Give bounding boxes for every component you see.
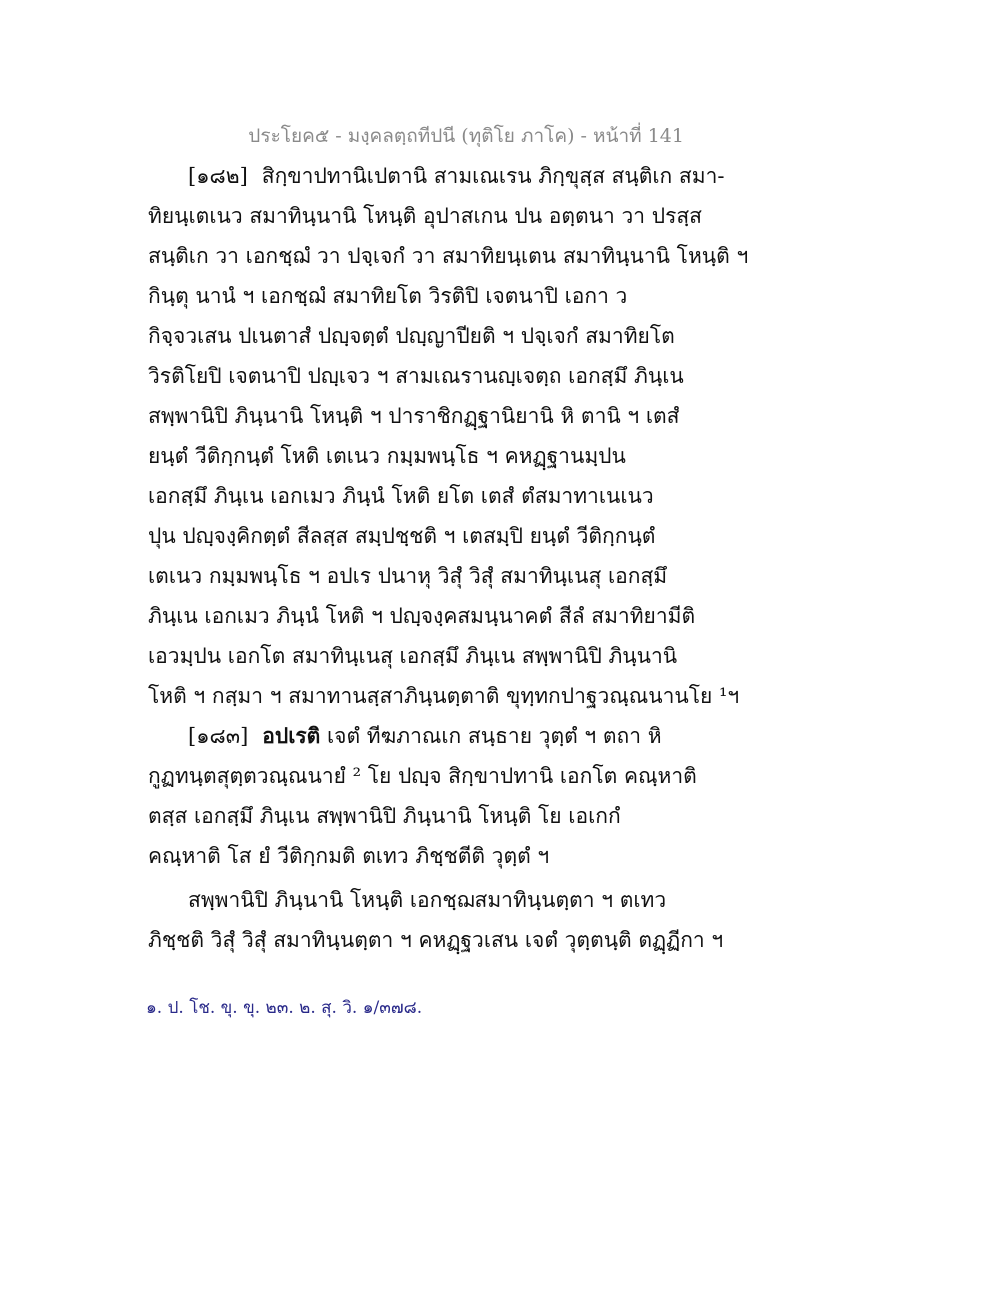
body-text: [148, 156, 749, 960]
paragraph-line: กิจฺจวเสน ปเนตาสํ ปญฺจตฺตํ ปญฺญาปียติ ฯ ปจฺเจกํ สมาทิยโต: [148, 324, 675, 348]
paragraph-number: [๑๘๓]: [188, 724, 249, 748]
paragraph-line: ทิยนฺเตเนว สมาทินฺนานิ โหนฺติ อุปาสเกน ปน อตฺตนา วา ปรสฺส: [148, 204, 702, 228]
paragraph-line: โหติ ฯ กสฺมา ฯ สมาทานสฺสาภินฺนตฺตาติ ขุทฺทกปาฐวณฺณนานโย ¹ฯ: [148, 684, 740, 708]
paragraph-line: กินฺตุ นานํ ฯ เอกชฺฌํ สมาทิยโต วิรติปิ เจตนาปิ เอกา ว: [148, 284, 628, 308]
paragraph-line: ยนฺตํ วีติกฺกนฺตํ โหติ เตเนว กมฺมพนฺโธ ฯ คหฏฺฐานมฺปน: [148, 444, 626, 468]
paragraph-line: กูฏทนฺตสุตฺตวณฺณนายํ ² โย ปญฺจ สิกฺขาปทานิ เอกโต คณฺหาติ: [148, 764, 697, 788]
paragraph-line: เตเนว กมฺมพนฺโธ ฯ อปเร ปนาหุ วิสุํ วิสุํ สมาทินฺเนสุ เอกสฺมึ: [148, 564, 668, 588]
paragraph-commentary: [148, 880, 724, 960]
paragraph-line: ภิชฺชติ วิสุํ วิสุํ สมาทินฺนตฺตา ฯ คหฏฺฐวเสน เจตํ วุตฺตนฺติ ตฏฺฏีกา ฯ: [148, 928, 724, 952]
paragraph-183: [148, 716, 697, 876]
running-head: ประโยค๕ - มงฺคลตฺถทีปนี (ทุติโย ภาโค) - หน้าที่ 141: [248, 125, 684, 147]
paragraph-line: ปุน ปญฺจงฺคิกตฺตํ สีลสฺส สมฺปชฺชติ ฯ เตสมฺปิ ยนฺตํ วีติกฺกนฺตํ: [148, 524, 656, 548]
paragraph-182: [148, 156, 749, 716]
paragraph-line: เอกสฺมึ ภินฺเน เอกเมว ภินฺนํ โหติ ยโต เตสํ ตํสมาทาเนเนว: [148, 484, 654, 508]
lemma-word: อปเรติ: [262, 723, 321, 748]
paragraph-line: สนฺติเก วา เอกชฺฌํ วา ปจฺเจกํ วา สมาทิยนฺเตน สมาทินฺนานิ โหนฺติ ฯ: [148, 244, 749, 268]
paragraph-line: สพฺพานิปิ ภินฺนานิ โหนฺติ เอกชฺฌสมาทินฺนตฺตา ฯ ตเทว: [188, 888, 667, 912]
paragraph-line: [148, 716, 688, 756]
paragraph-line: คณฺหาติ โส ยํ วีติกฺกมติ ตเทว ภิชฺชตีติ วุตฺตํ ฯ: [148, 844, 550, 868]
paragraph-line: [148, 156, 725, 196]
paragraph-line: เอวมฺปน เอกโต สมาทินฺเนสุ เอกสฺมึ ภินฺเน สพฺพานิปิ ภินฺนานิ: [148, 644, 678, 668]
paragraph-line: สพฺพานิปิ ภินฺนานิ โหนฺติ ฯ ปาราชิกฏฺฐานิยานิ หิ ตานิ ฯ เตสํ: [148, 404, 680, 428]
paragraph-line: ตสฺส เอกสฺมึ ภินฺเน สพฺพานิปิ ภินฺนานิ โหนฺติ โย เอเกกํ: [148, 804, 621, 828]
paragraph-line: ภินฺเน เอกเมว ภินฺนํ โหติ ฯ ปญฺจงฺคสมนฺนาคตํ สีลํ สมาทิยามีติ: [148, 604, 696, 628]
footnote: ๑. ป. โช. ขุ. ขุ. ๒๓. ๒. สุ. วิ. ๑/๓๗๘.: [146, 998, 423, 1018]
paragraph-line: วิรติโยปิ เจตนาปิ ปญฺเจว ฯ สามเณรานญฺเจตฺถ เอกสฺมึ ภินฺเน: [148, 364, 684, 388]
line-text: สิกฺขาปทานิเปตานิ สามเณเรน ภิกฺขุสฺส สนฺติเก สมา-: [261, 164, 725, 188]
paragraph-number: [๑๘๒]: [188, 164, 248, 188]
line-text: เจตํ ทีฆภาณเก สนฺธาย วุตฺตํ ฯ ตถา หิ: [320, 724, 662, 748]
